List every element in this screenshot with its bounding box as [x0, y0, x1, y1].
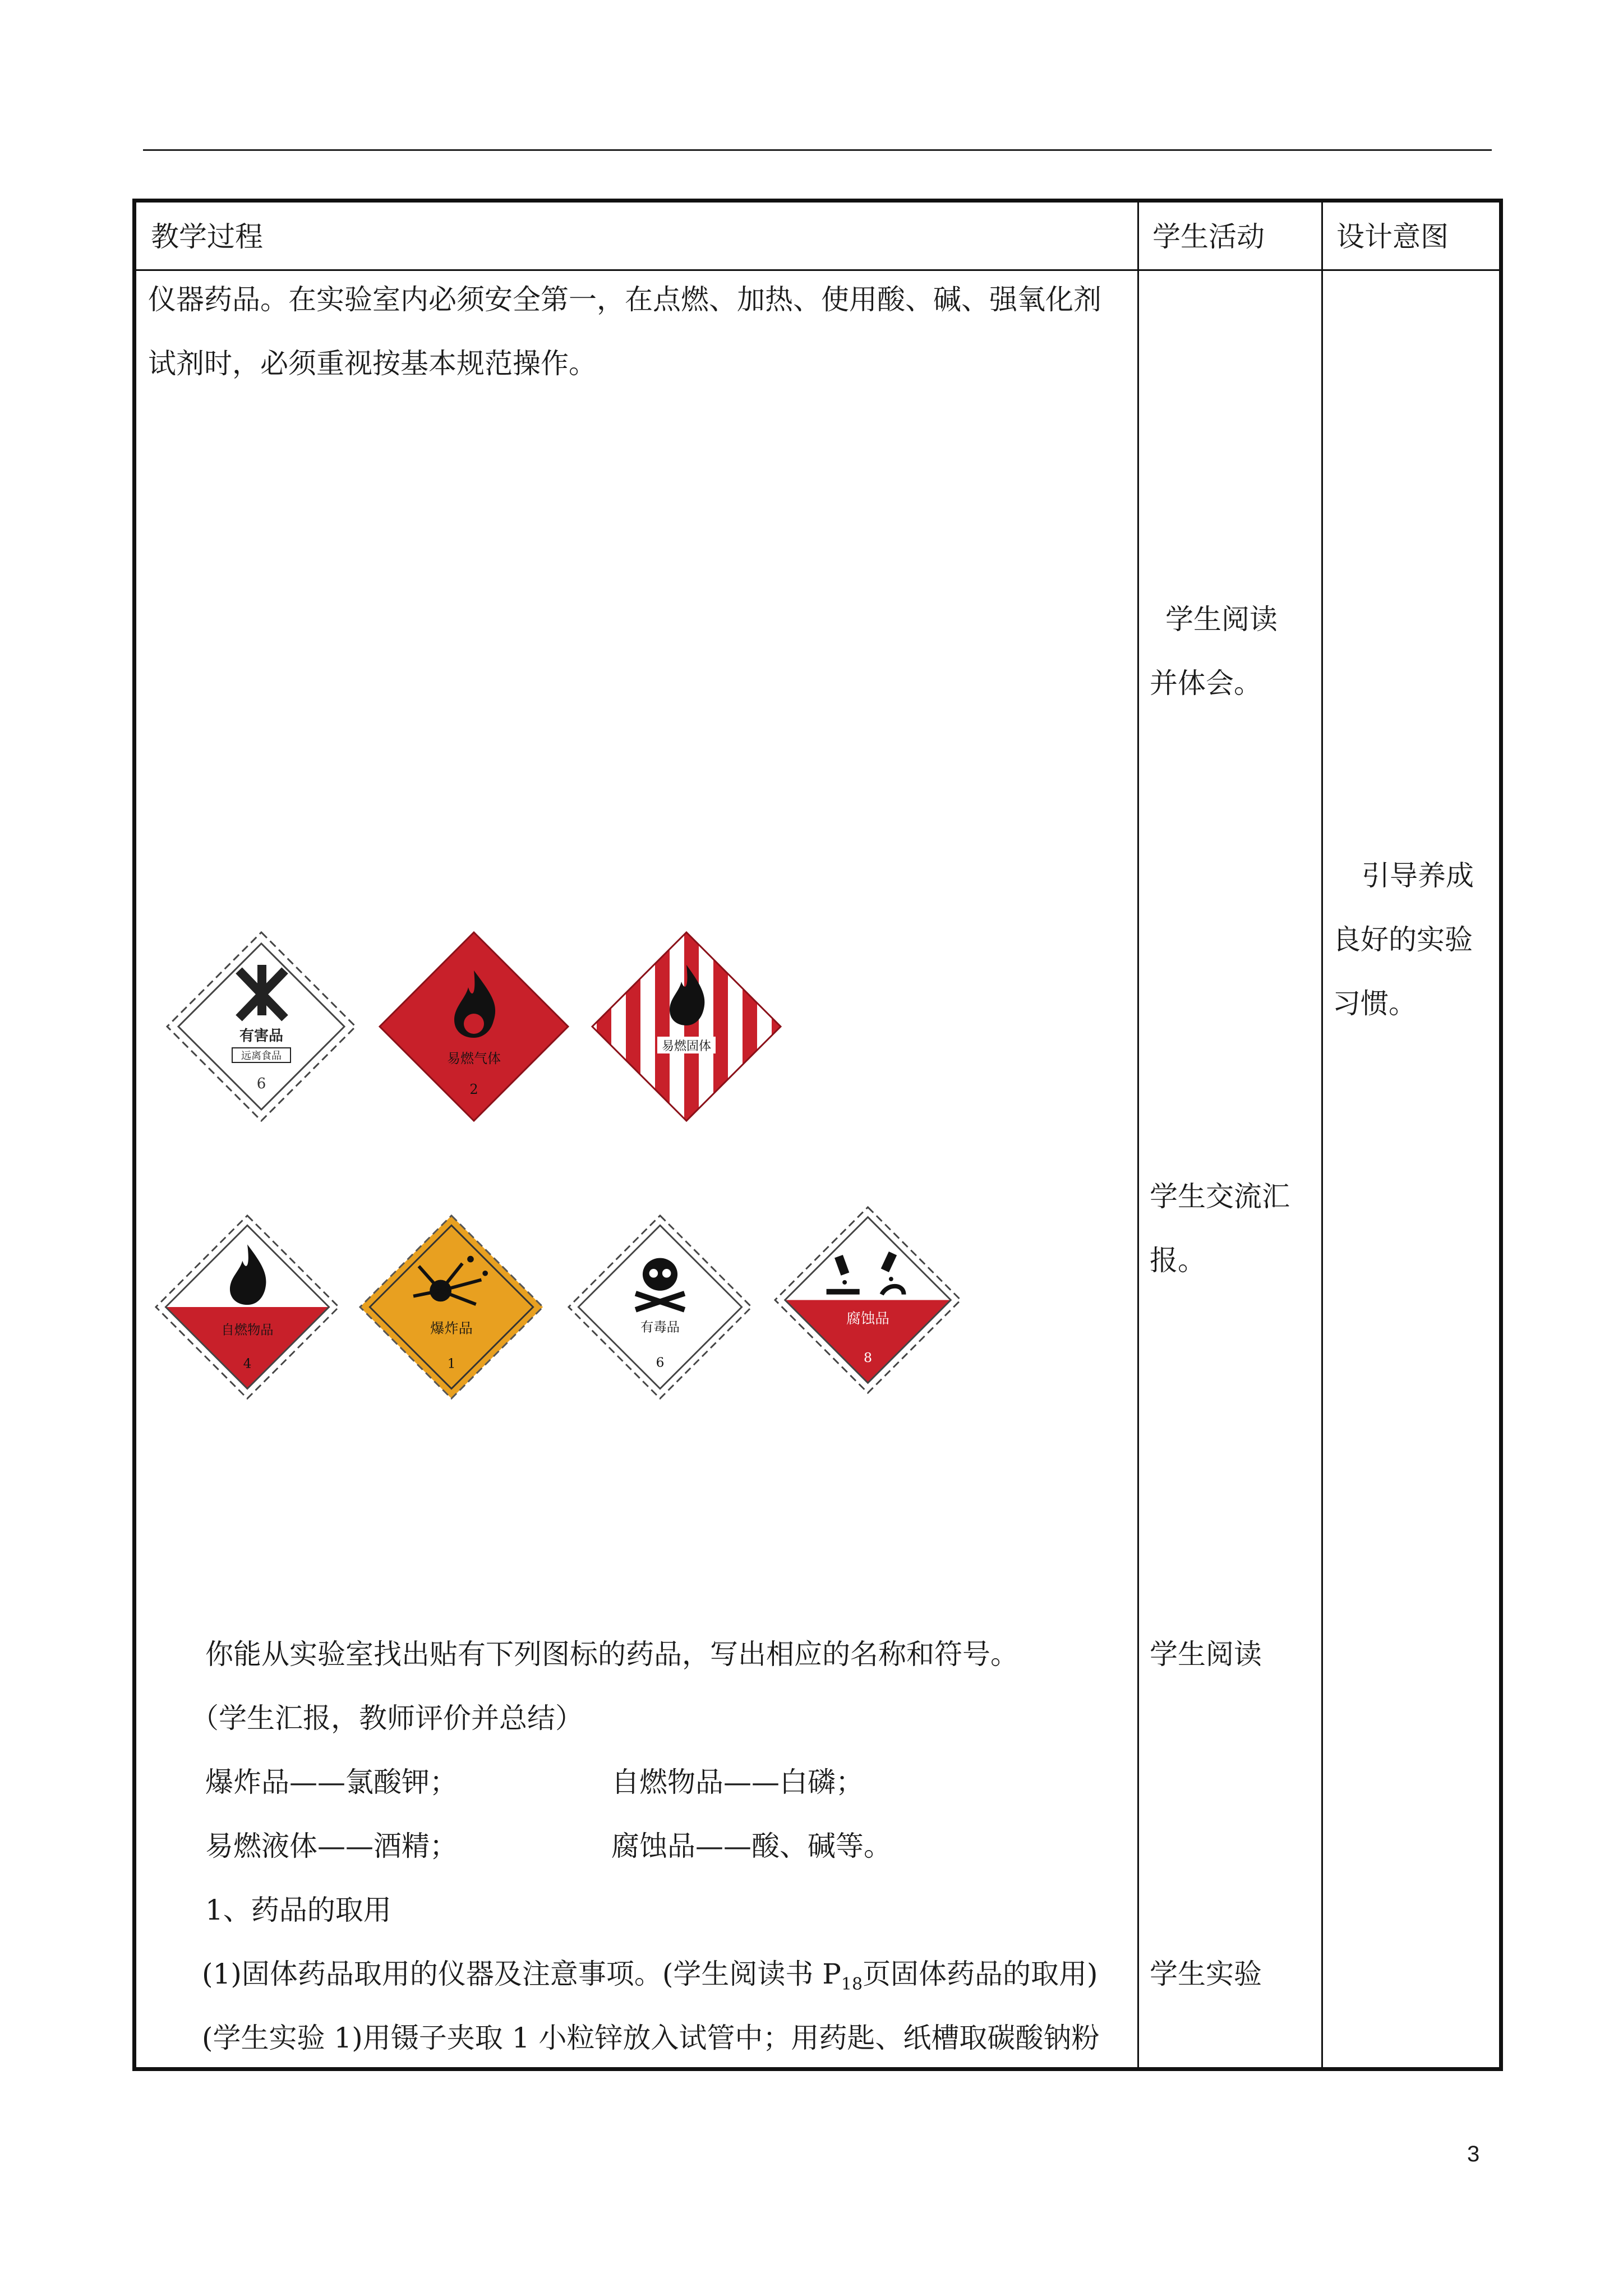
pair-right: 腐蚀品——酸、碱等。 — [611, 1830, 892, 1862]
summary-text: （学生汇报，教师评价并总结） — [191, 1702, 583, 1734]
sign-label-sub: 远离食品 — [241, 1050, 282, 1062]
sign-class-number: 1 — [447, 1356, 456, 1372]
sign-label: 自燃物品 — [221, 1322, 274, 1338]
question-text: 你能从实验室找出贴有下列图标的药品，写出相应的名称和符号。 — [205, 1638, 1018, 1671]
intent-text: 良好的实验 — [1332, 923, 1473, 956]
flammable-gas-sign — [379, 931, 569, 1122]
activity-text: 学生阅读 — [1150, 1638, 1262, 1671]
pair-left: 爆炸品——氯酸钾； — [205, 1766, 458, 1798]
sign-label: 腐蚀品 — [846, 1310, 889, 1327]
header-teaching-process: 教学过程 — [151, 220, 263, 253]
sign-class-number: 2 — [469, 1082, 478, 1097]
sign-label: 易燃气体 — [447, 1051, 501, 1066]
activity-text: 学生实验 — [1150, 1958, 1262, 1990]
pair-left: 易燃液体——酒精； — [205, 1830, 458, 1862]
column-divider — [1137, 203, 1139, 2067]
item-2: (学生实验 1)用镊子夹取 1 小粒锌放入试管中；用药匙、纸槽取碳酸钠粉 — [202, 2022, 1100, 2054]
activity-text: 报。 — [1150, 1244, 1206, 1277]
activity-text: 学生阅读 — [1165, 603, 1278, 636]
sign-class-number: 6 — [656, 1355, 665, 1370]
item-1-text-end: 页固体药品的取用) — [863, 1958, 1098, 1990]
section-heading: 1、药品的取用 — [205, 1894, 391, 1926]
explosive-sign — [359, 1214, 544, 1400]
paragraph-line: 试剂时，必须重视按基本规范操作。 — [148, 347, 597, 380]
activity-text: 学生交流汇 — [1150, 1180, 1290, 1213]
page-number: 3 — [1467, 2142, 1480, 2166]
header-design-intent: 设计意图 — [1336, 220, 1449, 253]
item-1-text: (1)固体药品取用的仪器及注意事项。(学生阅读书 P — [202, 1958, 841, 1990]
sign-class-number: 8 — [863, 1349, 873, 1365]
pair-right: 自燃物品——白磷； — [611, 1766, 864, 1798]
item-1-subscript: 18 — [841, 1975, 863, 1994]
column-divider — [1321, 203, 1323, 2067]
sign-label: 爆炸品 — [430, 1320, 473, 1337]
sign-class-number: 4 — [243, 1356, 252, 1372]
header-student-activity: 学生活动 — [1152, 220, 1265, 253]
toxic-sign — [568, 1214, 753, 1400]
paragraph-line: 仪器药品。在实验室内必须安全第一，在点燃、加热、使用酸、碱、强氧化剂 — [148, 283, 1101, 316]
activity-text: 并体会。 — [1150, 667, 1262, 700]
sign-class-number: 6 — [256, 1075, 266, 1092]
corrosive-sign — [774, 1206, 962, 1394]
sign-label: 有毒品 — [640, 1319, 680, 1335]
harmful-sign — [166, 931, 357, 1122]
intent-text: 引导养成 — [1362, 859, 1474, 892]
spontaneously-combustible-sign — [155, 1214, 340, 1400]
sign-label: 易燃固体 — [661, 1039, 712, 1053]
intent-text: 习惯。 — [1332, 987, 1417, 1020]
sign-label: 有害品 — [239, 1028, 284, 1045]
header-rule — [143, 149, 1492, 151]
flammable-solid-sign — [591, 931, 782, 1122]
